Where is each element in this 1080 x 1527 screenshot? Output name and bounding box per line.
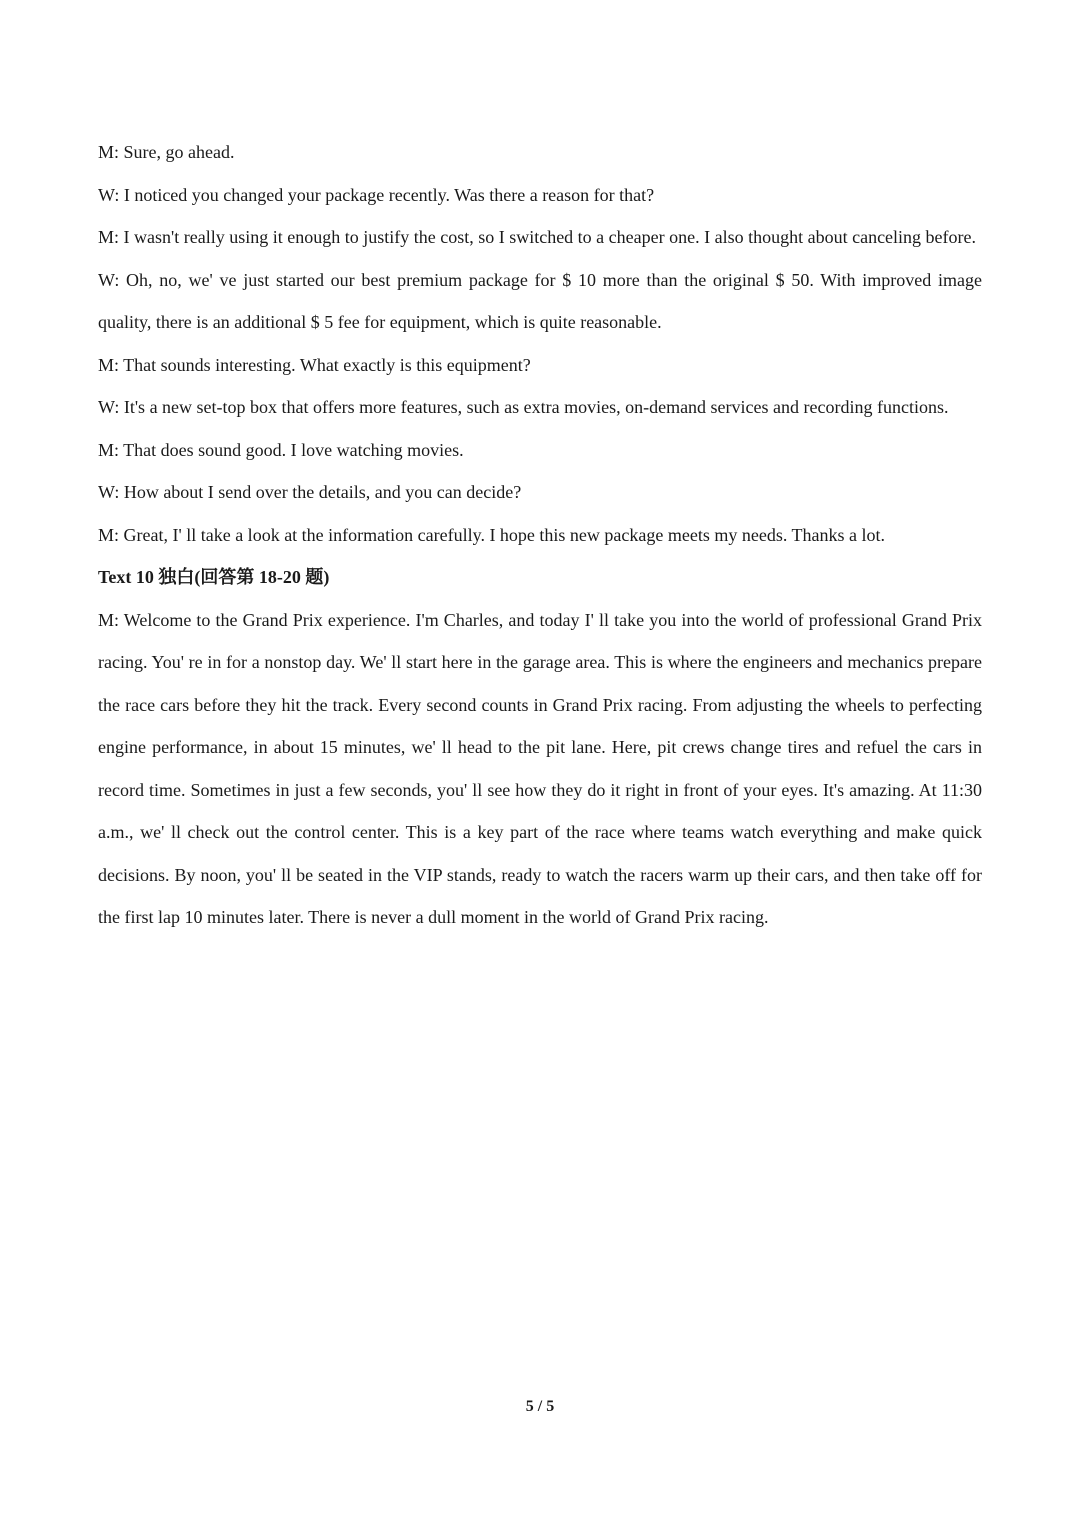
dialogue-line-1: M: Sure, go ahead.: [98, 142, 235, 162]
dialogue-line-2: W: I noticed you changed your package recently. Was there a reason for that?: [98, 184, 655, 205]
document-page: [98, 131, 982, 939]
dialogue-line-3: M: I wasn't really using it enough to justify the cost, so I switched to a cheaper one. I also thought about canceling before.: [98, 227, 977, 247]
dialogue-line-5: M: That sounds interesting. What exactly is this equipment?: [98, 354, 531, 375]
dialogue-line-4: W: Oh, no, we' ve just started our best premium package for $ 10 more than the original $ 50. With improved image quality, there is an additional $ 5 fee for equipment, which is quite reasonable.: [98, 269, 982, 332]
dialogue-line-7: M: That does sound good. I love watching movies.: [98, 439, 464, 460]
dialogue-line-8: W: How about I send over the details, and you can decide?: [98, 482, 522, 502]
page-number: 5 / 5: [525, 1398, 555, 1415]
dialogue-line-6: W: It's a new set-top box that offers more features, such as extra movies, on-demand services and recording functions.: [98, 397, 949, 417]
dialogue-line-9: M: Great, I' ll take a look at the information carefully. I hope this new package meets my needs. Thanks a lot.: [98, 524, 885, 545]
section-heading: Text 10 独白(回答第 18-20 题): [98, 567, 330, 587]
monologue-paragraph: M: Welcome to the Grand Prix experience. I'm Charles, and today I' ll take you into the world of professional Grand Prix racing. You' re in for a nonstop day. We' ll start here in the garage area. This is where the engineers and mechanics prepare the race cars before they hit the track. Every second counts in Grand Prix racing. From adjusting the wheels to perfecting engine performance, in about 15 minutes, we' ll head to the pit lane. Here, pit crews change tires and refuel the cars in record time. Sometimes in just a few seconds, you' ll see how they do it right in front of your eyes. It's amazing. At 11:30 a.m., we' ll check out the control center. This is a key part of the race where teams watch everything and make quick decisions. By noon, you' ll be seated in the VIP stands, ready to watch the racers warm up their cars, and then take off for the first lap 10 minutes later. There is never a dull moment in the world of Grand Prix racing.: [98, 609, 982, 927]
